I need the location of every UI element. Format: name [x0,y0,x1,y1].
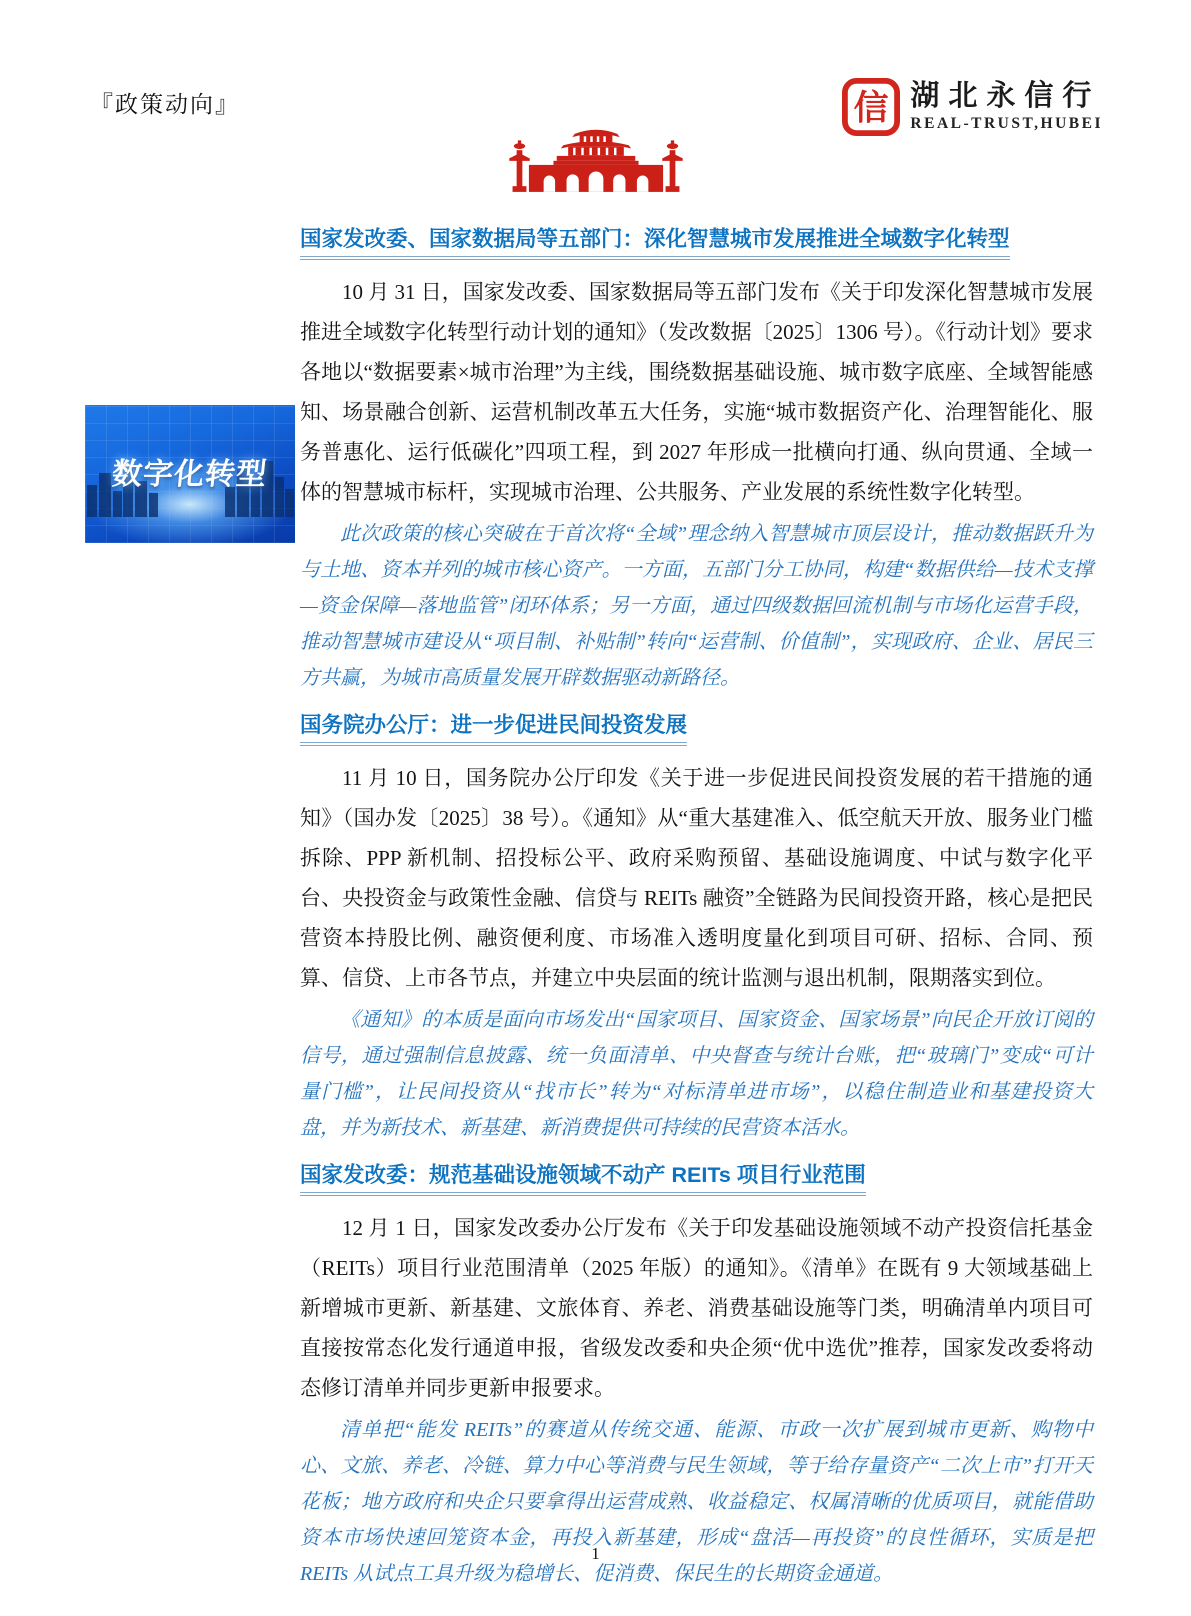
main-content [300,226,1093,1592]
logo-english-name: REAL-TRUST,HUBEI [910,114,1103,132]
section-commentary: 清单把“能发 REITs”的赛道从传统交通、能源、市政一次扩展到城市更新、购物中心、文旅、养老、冷链、算力中心等消费与民生领域，等于给存量资产“二次上市”打开天花板；地方政府和央企只要拿得出运营成熟、收益稳定、权属清晰的优质项目，就能借助资本市场快速回笼资本金，再投入新基建，形成“盘活—再投资”的良性循环，实质是把 REITs 从试点工具升级为稳增长、促消费、保民生的长期资金通道。 [300,1418,1093,1585]
page-header [0,0,1191,136]
company-logo [842,78,1103,136]
section-heading: 国家发改委：规范基础设施领域不动产 REITs 项目行业范围 [300,1162,866,1196]
section-smart-city [300,226,1093,696]
section-private-investment [300,712,1093,1146]
section-body: 11 月 10 日，国务院办公厅印发《关于进一步促进民间投资发展的若干措施的通知》（国办发〔2025〕38 号）。《通知》从“重大基建准入、低空航天开放、服务业门槛拆除、PPP 新机制、招投标公平、政府采购预留、基础设施调度、中试与数字化平台、央投资金与政策性金融、信贷与 REITs 融资”全链路为民间投资开路，核心是把民营资本持股比例、融资便利度、市场准入透明度量化到项目可研、招标、合同、预算、信贷、上市各节点，并建立中央层面的统计监测与退出机制，限期落实到位。 [300,765,1093,990]
section-body: 10 月 31 日，国家发改委、国家数据局等五部门发布《关于印发深化智慧城市发展推进全域数字化转型行动计划的通知》（发改数据〔2025〕1306 号）。《行动计划》要求各地以“数据要素×城市治理”为主线，围绕数据基础设施、城市数字底座、全域智能感知、场景融合创新、运营机制改革五大任务，实施“城市数据资产化、治理智能化、服务普惠化、运行低碳化”四项工程，到 2027 年形成一批横向打通、纵向贯通、全域一体的智慧城市标杆，实现城市治理、公共服务、产业发展的系统性数字化转型。 [300,279,1093,504]
page-number: 1 [591,1544,600,1563]
logo-text-block [910,81,1103,133]
section-commentary: 《通知》的本质是面向市场发出“国家项目、国家资金、国家场景”向民企开放订阅的信号，通过强制信息披露、统一负面清单、中央督查与统计台账，把“玻璃门”变成“可计量门槛”，让民间投资从“找市长”转为“对标清单进市场”，以稳住制造业和基建投资大盘，并为新技术、新基建、新消费提供可持续的民营资本活水。 [300,1008,1093,1139]
section-heading: 国务院办公厅：进一步促进民间投资发展 [300,712,687,746]
section-body: 12 月 1 日，国家发改委办公厅发布《关于印发基础设施领域不动产投资信托基金（REITs）项目行业范围清单（2025 年版）的通知》。《清单》在既有 9 大领域基础上新增城市更新、新基建、文旅体育、养老、消费基础设施等门类，明确清单内项目可直接按常态化发行通道申报，省级发改委和央企须“优中选优”推荐，国家发改委将动态修订清单并同步更新申报要求。 [300,1215,1093,1400]
seal-icon [842,78,900,136]
section-heading: 国家发改委、国家数据局等五部门：深化智慧城市发展推进全域数字化转型 [300,226,1010,260]
doc-category-title: 『政策动向』 [90,91,240,117]
logo-chinese-name: 湖北永信行 [910,80,1101,113]
hero-image-label: 数字化转型 [110,458,269,491]
svg-text:信: 信 [854,88,889,128]
section-commentary: 此次政策的核心突破在于首次将“全域”理念纳入智慧城市顶层设计，推动数据跃升为与土地、资本并列的城市核心资产。一方面，五部门分工协同，构建“数据供给—技术支撑—资金保障—落地监管”闭环体系；另一方面，通过四级数据回流机制与市场化运营手段，推动智慧城市建设从“项目制、补贴制”转向“运营制、价值制”，实现政府、企业、居民三方共赢，为城市高质量发展开辟数据驱动新路径。 [300,522,1093,689]
section-reits [300,1162,1093,1592]
digital-transformation-image [85,405,295,543]
